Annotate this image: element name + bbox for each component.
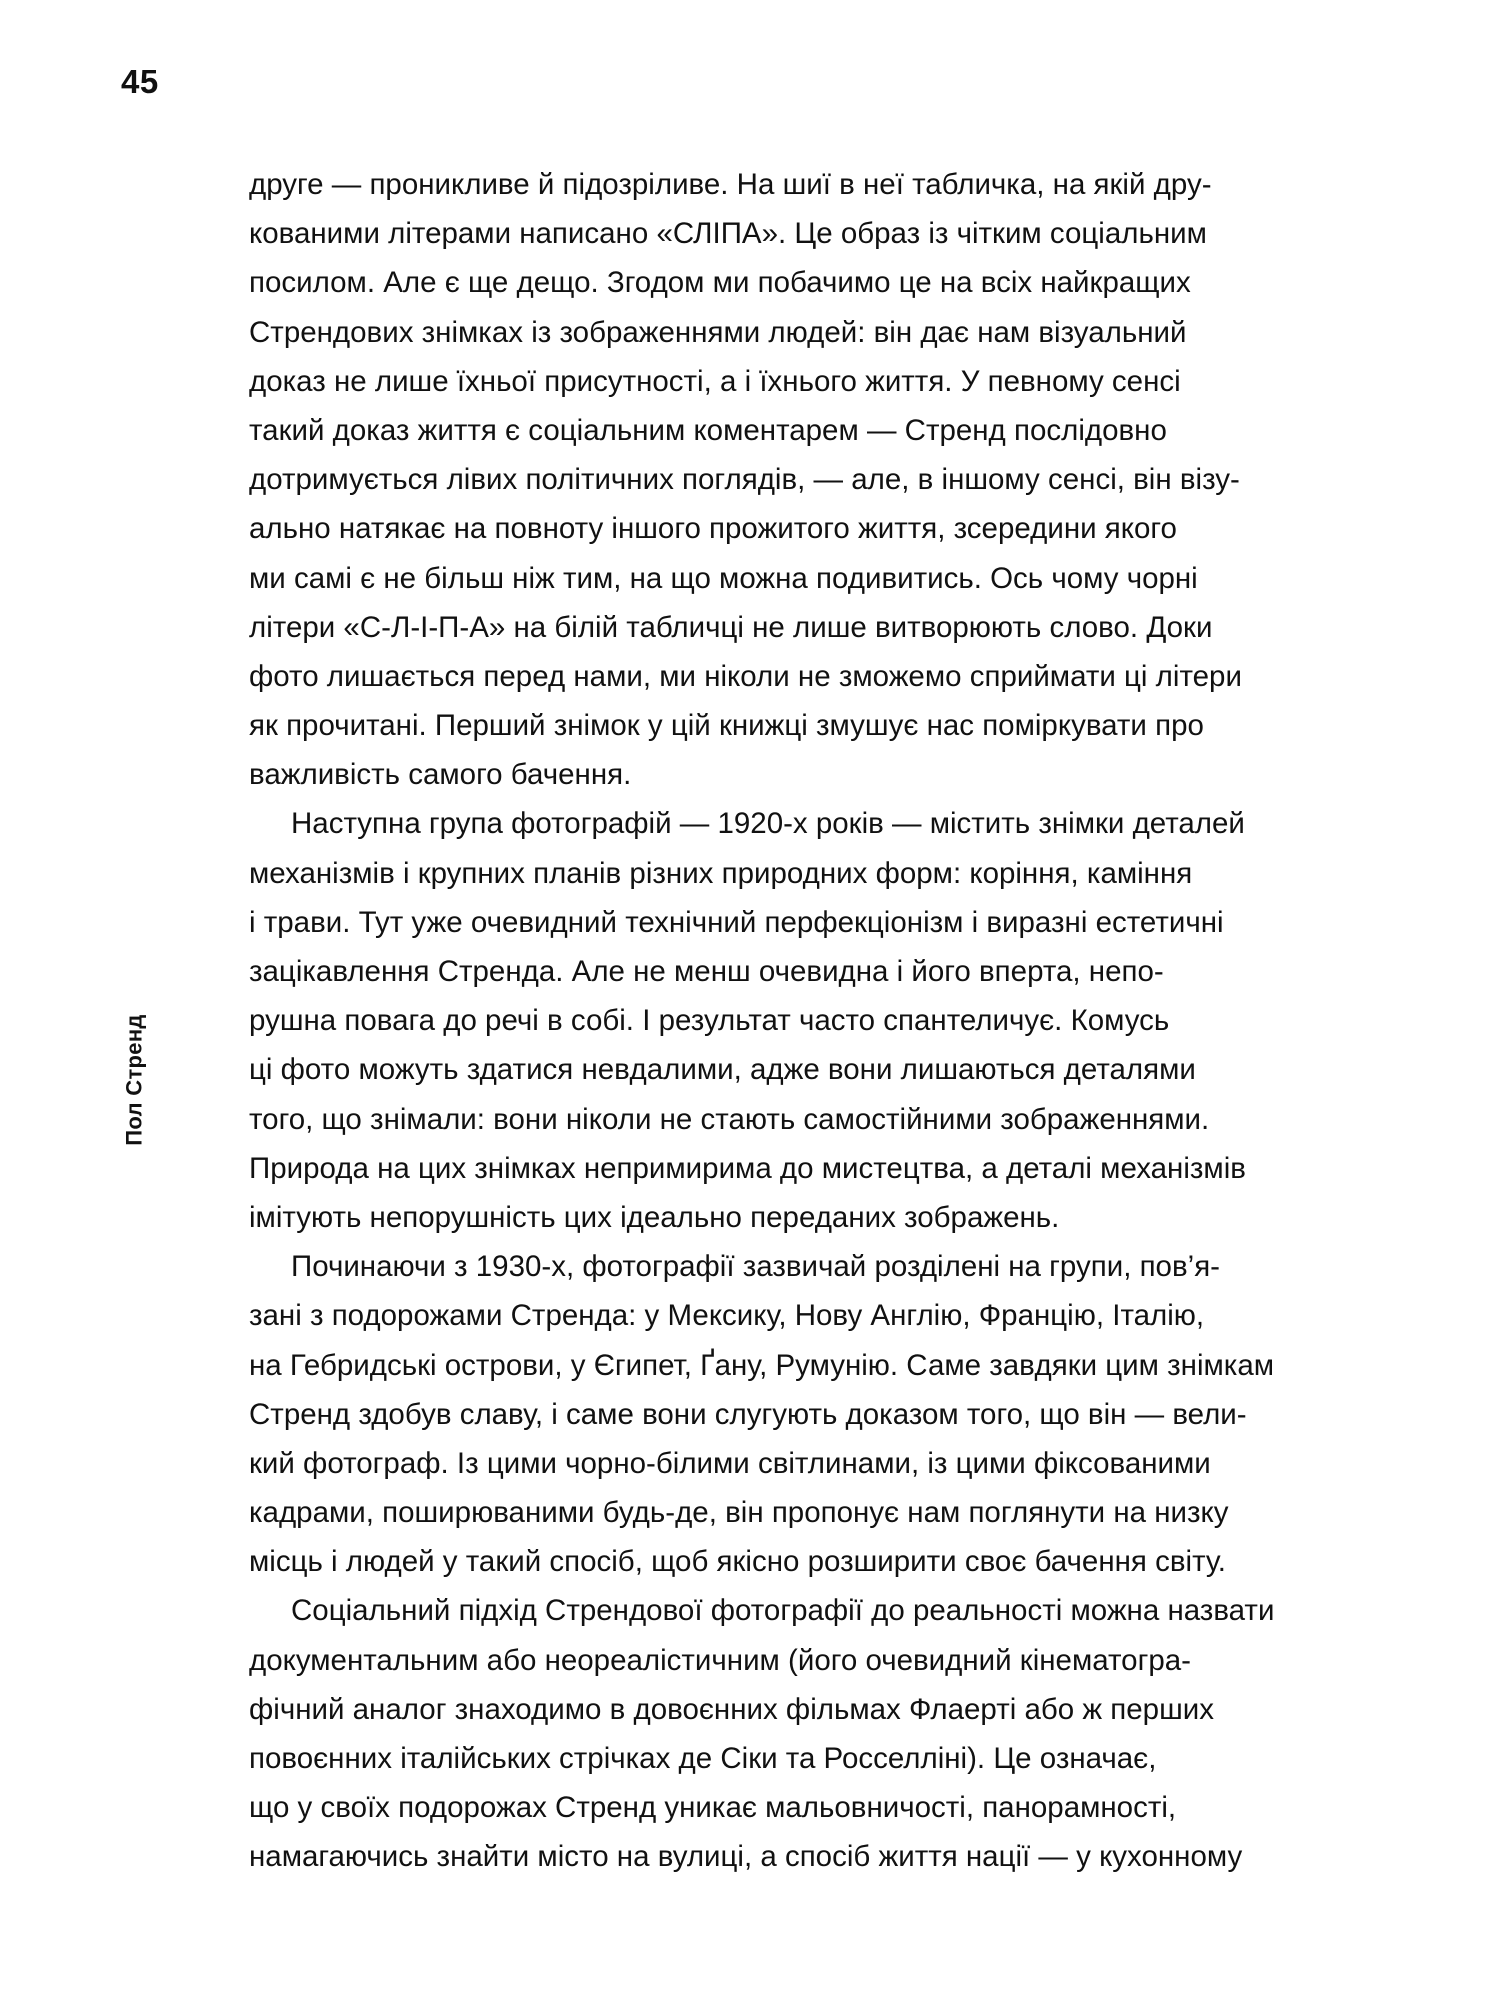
text-line: важливість самого бачення.: [249, 758, 632, 792]
running-head-label: Пол Стренд: [122, 1014, 148, 1146]
text-line: на Гебридські острови, у Єгипет, Ґану, Румунію. Саме завдяки цим знімкам: [249, 1348, 1275, 1382]
running-head: [115, 1014, 155, 1146]
text-line: Стрендових знімках із зображеннями людей: він дає нам візуальний: [249, 315, 1187, 349]
text-line: кованими літерами написано «СЛІПА». Це образ із чітким соціальним: [249, 217, 1207, 251]
text-line: того, що знімали: вони ніколи не стають самостійними зображеннями.: [249, 1102, 1210, 1136]
text-line: Наступна група фотографій — 1920-х років — містить знімки деталей: [291, 807, 1245, 841]
text-line: що у своїх подорожах Стренд уникає мальовничості, панорамності,: [249, 1791, 1177, 1825]
text-line: Стренд здобув славу, і саме вони слугують доказом того, що він — вели-: [249, 1397, 1247, 1431]
text-line: імітують непорушність цих ідеально переданих зображень.: [249, 1200, 1060, 1234]
text-line: місць і людей у такий спосіб, щоб якісно розширити своє бачення світу.: [249, 1545, 1226, 1579]
text-line: повоєнних італійських стрічках де Сіки та Росселліні). Це означає,: [249, 1742, 1157, 1775]
text-line: Починаючи з 1930-х, фотографії зазвичай розділені на групи, пов’я-: [291, 1250, 1220, 1284]
text-line: кадрами, поширюваними будь-де, він пропонує нам поглянути на низку: [249, 1496, 1229, 1530]
text-line: і трави. Тут уже очевидний технічний перфекціонізм і виразні естетичні: [249, 905, 1224, 939]
text-line: посилом. Але є ще дещо. Згодом ми побачимо це на всіх найкращих: [249, 266, 1191, 300]
text-line: Природа на цих знімках непримирима до мистецтва, а деталі механізмів: [249, 1151, 1246, 1185]
text-line: намагаючись знайти місто на вулиці, а спосіб життя нації — у кухонному: [249, 1840, 1243, 1874]
text-line: ці фото можуть здатися невдалими, адже вони лишаються деталями: [249, 1053, 1196, 1087]
text-line: як прочитані. Перший знімок у цій книжці змушує нас поміркувати про: [249, 709, 1204, 743]
text-line: фічний аналог знаходимо в довоєнних фільмах Флаерті або ж перших: [249, 1692, 1214, 1726]
text-line: зані з подорожами Стренда: у Мексику, Нову Англію, Францію, Італію,: [249, 1299, 1205, 1333]
body-text: [249, 160, 1389, 1882]
text-line: друге — проникливе й підозріливе. На шиї в неї табличка, на якій дру-: [249, 168, 1212, 201]
page-number: 45: [121, 63, 159, 100]
text-line: кий фотограф. Із цими чорно-білими світлинами, із цими фіксованими: [249, 1446, 1211, 1480]
text-line: фото лишається перед нами, ми ніколи не зможемо сприймати ці літери: [249, 659, 1242, 693]
text-line: механізмів і крупних планів різних природних форм: коріння, каміння: [249, 856, 1193, 890]
text-line: Соціальний підхід Стрендової фотографії до реальності можна назвати: [291, 1594, 1275, 1628]
text-line: дотримується лівих політичних поглядів, — але, в іншому сенсі, він візу-: [249, 463, 1240, 497]
text-line: доказ не лише їхньої присутності, а і їхнього життя. У певному сенсі: [249, 364, 1181, 398]
text-line: такий доказ життя є соціальним коментарем — Стренд послідовно: [249, 413, 1167, 447]
text-line: літери «С-Л-І-П-А» на білій табличці не лише витворюють слово. Доки: [249, 610, 1213, 644]
text-line: ально натякає на повноту іншого прожитого життя, зсередини якого: [249, 512, 1177, 546]
text-line: зацікавлення Стренда. Але не менш очевидна і його вперта, непо-: [249, 955, 1164, 988]
text-line: ми самі є не більш ніж тим, на що можна подивитись. Ось чому чорні: [249, 561, 1198, 595]
text-line: рушна повага до речі в собі. І результат часто спантеличує. Комусь: [249, 1004, 1170, 1038]
text-line: документальним або неореалістичним (його очевидний кінематогра-: [249, 1643, 1191, 1677]
